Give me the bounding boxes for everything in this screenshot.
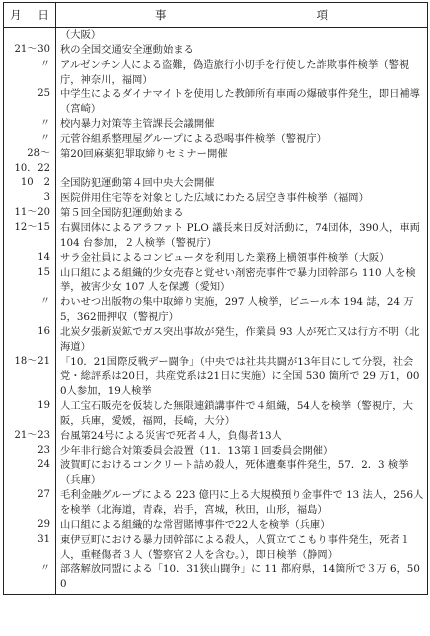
row-date: 12～15 [4, 221, 56, 251]
row-event: 右翼団体によるアラファト PLO 議長来日反対活動に，74団体，390人，車両 104 台参加，２人検挙（警視庁） [60, 221, 420, 249]
row-event: アルゼンチン人による盗難，偽造旅行小切手を行使した詐欺事件検挙（警視庁，神奈川，福岡） [60, 58, 410, 86]
row-date: 16 [4, 325, 56, 355]
row-event: 「10．21国際反戦デー闘争」（中央では社共共闘が13年目にして分裂，社会党・総評系は20日，共産党系は21日に実施）に全国 530 箇所で 29 万1，000人参加，19人検挙 [60, 355, 420, 398]
table-row [4, 191, 428, 206]
row-date: 31 [4, 533, 56, 563]
row-event: 人工宝石販売を仮装した無限連鎖講事件で４組織，54人を検挙（警視庁，大阪，兵庫，愛媛，福岡，長崎，大分） [60, 400, 413, 427]
row-date: 24 [4, 458, 56, 488]
row-date: 11～20 [4, 206, 56, 221]
row-event: 北炭夕張新炭鉱でガス突出事故が発生，作業員 93 人が死亡又は行方不明（北海道） [60, 325, 420, 353]
row-date [4, 28, 56, 43]
table-row [4, 221, 428, 251]
row-event: 第20回麻薬犯罪取締りセミナー開催 [60, 147, 228, 160]
row-date: 21～30 [4, 43, 56, 58]
row-date: 〃 [4, 562, 56, 594]
table-header-row [4, 3, 428, 28]
row-event: 医院併用住宅等を対象とした広域にわたる居空き事件検挙（福岡） [60, 192, 369, 205]
table-row [4, 429, 428, 444]
row-date: 19 [4, 399, 56, 429]
table-row [4, 176, 428, 191]
table-row [4, 132, 428, 147]
event-header-char-1: 事 [155, 8, 167, 22]
row-event: 秋の全国交通安全運動始まる [60, 43, 194, 56]
row-date: 〃 [4, 295, 56, 325]
table-row [4, 444, 428, 459]
row-date: 3 [4, 191, 56, 206]
table-row [4, 87, 428, 117]
table-row [4, 533, 428, 563]
row-date: 18～21 [4, 355, 56, 400]
row-date: 27 [4, 488, 56, 518]
row-date: 21～23 [4, 429, 56, 444]
row-date: 〃 [4, 132, 56, 147]
table-row [4, 562, 428, 594]
table-row [4, 399, 428, 429]
row-event: 山口組による組織的な常習賭博事件で22人を検挙（兵庫） [60, 518, 331, 531]
table-row [4, 251, 428, 266]
table-row [4, 295, 428, 325]
row-date: 28～ 10．22 [4, 147, 56, 177]
row-event: 全国防犯運動第４回中央大会開催 [60, 177, 215, 190]
event-header-char-2: 項 [316, 8, 328, 22]
chronology-table [3, 2, 428, 595]
row-date: 〃 [4, 117, 56, 132]
row-event: 部落解放同盟による「10．31狭山闘争」に 11 都府県，14箇所で３万 6，500 [60, 563, 420, 591]
table-row [4, 355, 428, 400]
row-date: 23 [4, 444, 56, 459]
row-date: 25 [4, 87, 56, 117]
row-event: 波賀町におけるコンクリート詰め殺人，死体遺棄事件発生，57．2．3 検挙（兵庫） [60, 459, 409, 487]
row-event: 少年非行総合対策委員会設置（11．13第１回委員会開催） [60, 444, 334, 457]
row-event: 台風第24号による災害で死者４人，負傷者13人 [60, 429, 282, 442]
event-column-header [56, 3, 428, 28]
table-row [4, 58, 428, 88]
date-column-header: 月 日 [4, 3, 56, 28]
table-row [4, 43, 428, 58]
row-event: サラ金社員によるコンピュータを利用した業務上横領事件検挙（大阪） [60, 251, 390, 264]
row-event: 第５回全国防犯運動始まる [60, 207, 184, 220]
table-row [4, 325, 428, 355]
table-row [4, 518, 428, 533]
row-date: 10 2 [4, 176, 56, 191]
row-event: 毛利金融グループによる 223 億円に上る大規模預り金事件で 13 法人，256人を検挙（北海道，青森，岩手，宮城，秋田，山形，福島） [60, 489, 424, 516]
row-event: わいせつ出版物の集中取締り実施，297 人検挙，ビニール本 194 誌，24 万5，362冊押収（警視庁） [60, 296, 414, 324]
row-date: 15 [4, 266, 56, 296]
table-row [4, 28, 428, 43]
row-event: 山口組による組織的少女売春と覚せい剤密売事件で暴力団幹部ら 110 人を検挙，被害少女 107 人を保護（愛知） [60, 266, 416, 294]
table-row [4, 117, 428, 132]
row-event: 中学生によるダイナマイトを使用した教師所有車両の爆破事件発生，即日補導（宮崎） [60, 88, 420, 116]
table-row [4, 458, 428, 488]
table-row [4, 266, 428, 296]
row-event: 元菅谷組系整理屋グループによる恐喝事件検挙（警視庁） [60, 132, 327, 145]
row-date: 14 [4, 251, 56, 266]
table-row [4, 147, 428, 177]
table-row [4, 488, 428, 518]
row-event: 校内暴力対策等主管課長会議開催 [60, 118, 215, 131]
row-date: 〃 [4, 58, 56, 88]
row-event: 東伊豆町における暴力団幹部による殺人，人質立てこもり事件発生，死者１人，重軽傷者３人（警察官２人を含む。），即日検挙（静岡） [60, 533, 411, 561]
row-date: 29 [4, 518, 56, 533]
table-row [4, 206, 428, 221]
row-event: （大阪） [60, 29, 102, 41]
